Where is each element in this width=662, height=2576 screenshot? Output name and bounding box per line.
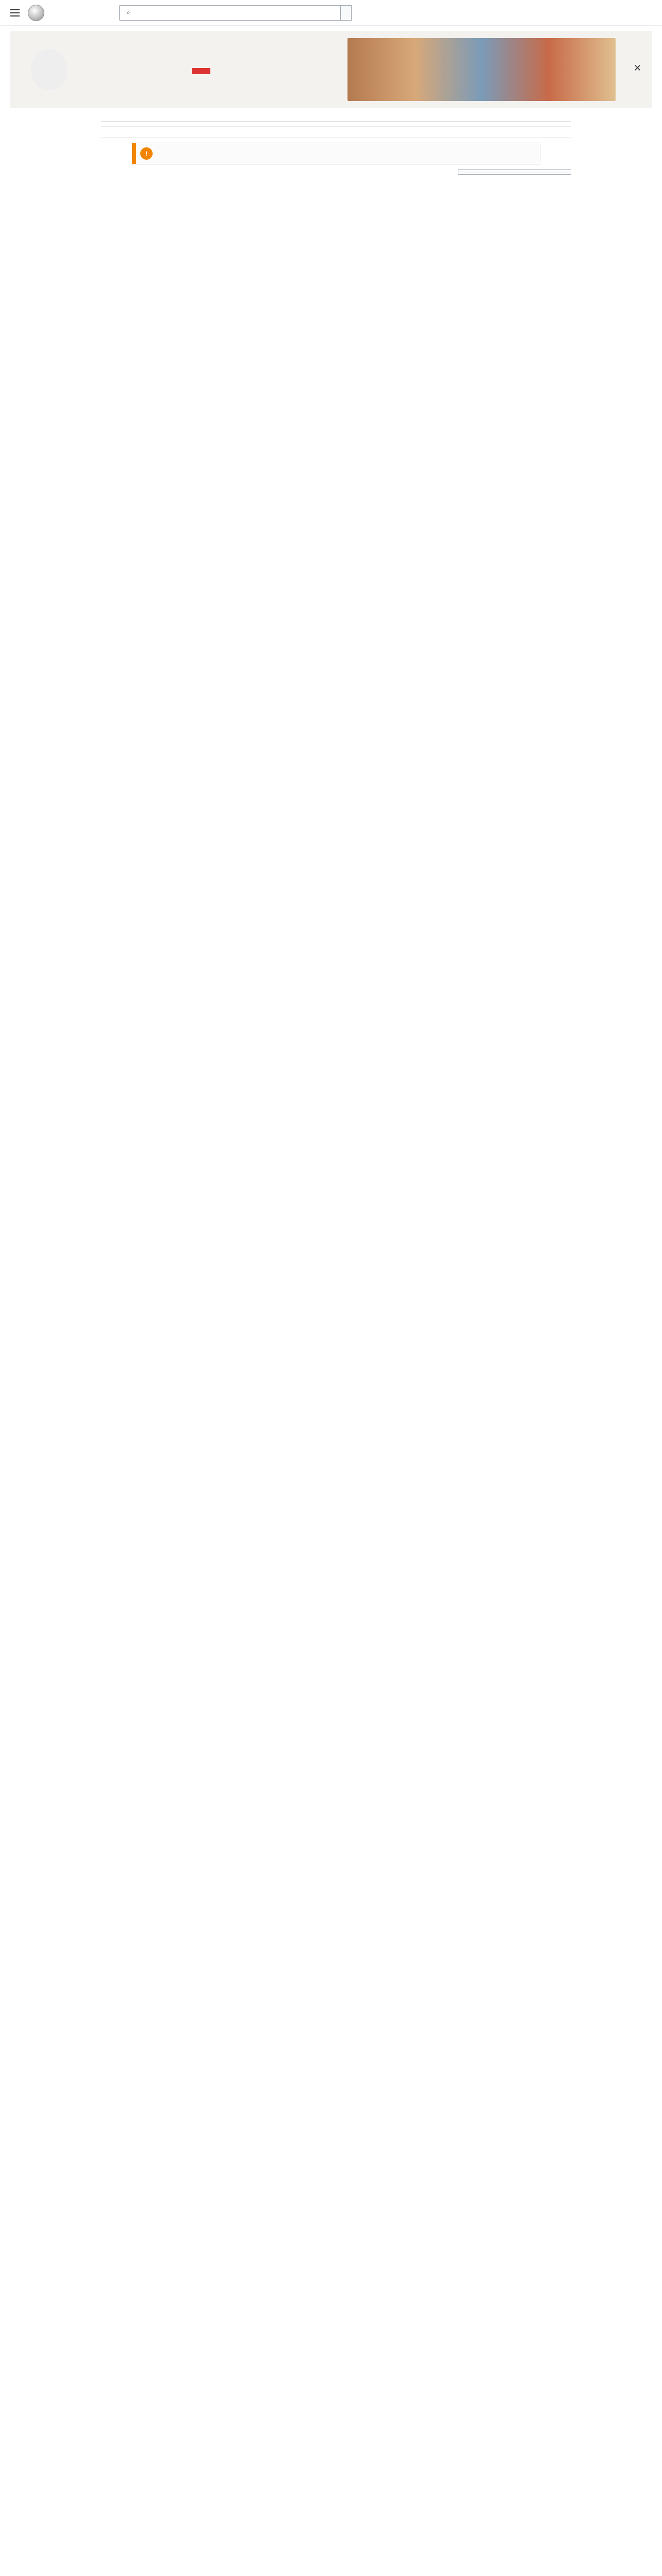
sidebar	[10, 113, 93, 175]
search-input[interactable]	[119, 5, 341, 21]
page-title-bar	[101, 113, 571, 122]
page-tabs	[101, 122, 571, 127]
campaign-logo	[31, 49, 67, 90]
menu-icon[interactable]	[10, 9, 20, 16]
banner-join-button[interactable]	[192, 68, 210, 74]
banner-photo	[347, 38, 616, 101]
hatnote	[101, 131, 571, 138]
site-logo[interactable]	[28, 5, 110, 21]
infobox	[458, 170, 571, 175]
campaign-banner	[10, 31, 652, 108]
search-icon: ⌕	[127, 9, 130, 16]
wikipedia-globe-icon	[28, 5, 44, 21]
close-icon[interactable]: ✕	[633, 63, 641, 74]
search-button[interactable]	[341, 5, 352, 21]
main-content	[93, 113, 580, 175]
article-body	[101, 170, 450, 175]
site-header	[0, 0, 662, 26]
notice-box	[132, 143, 540, 164]
warning-icon: !	[140, 147, 153, 160]
appearance-panel	[580, 113, 652, 175]
search-form	[115, 5, 352, 21]
